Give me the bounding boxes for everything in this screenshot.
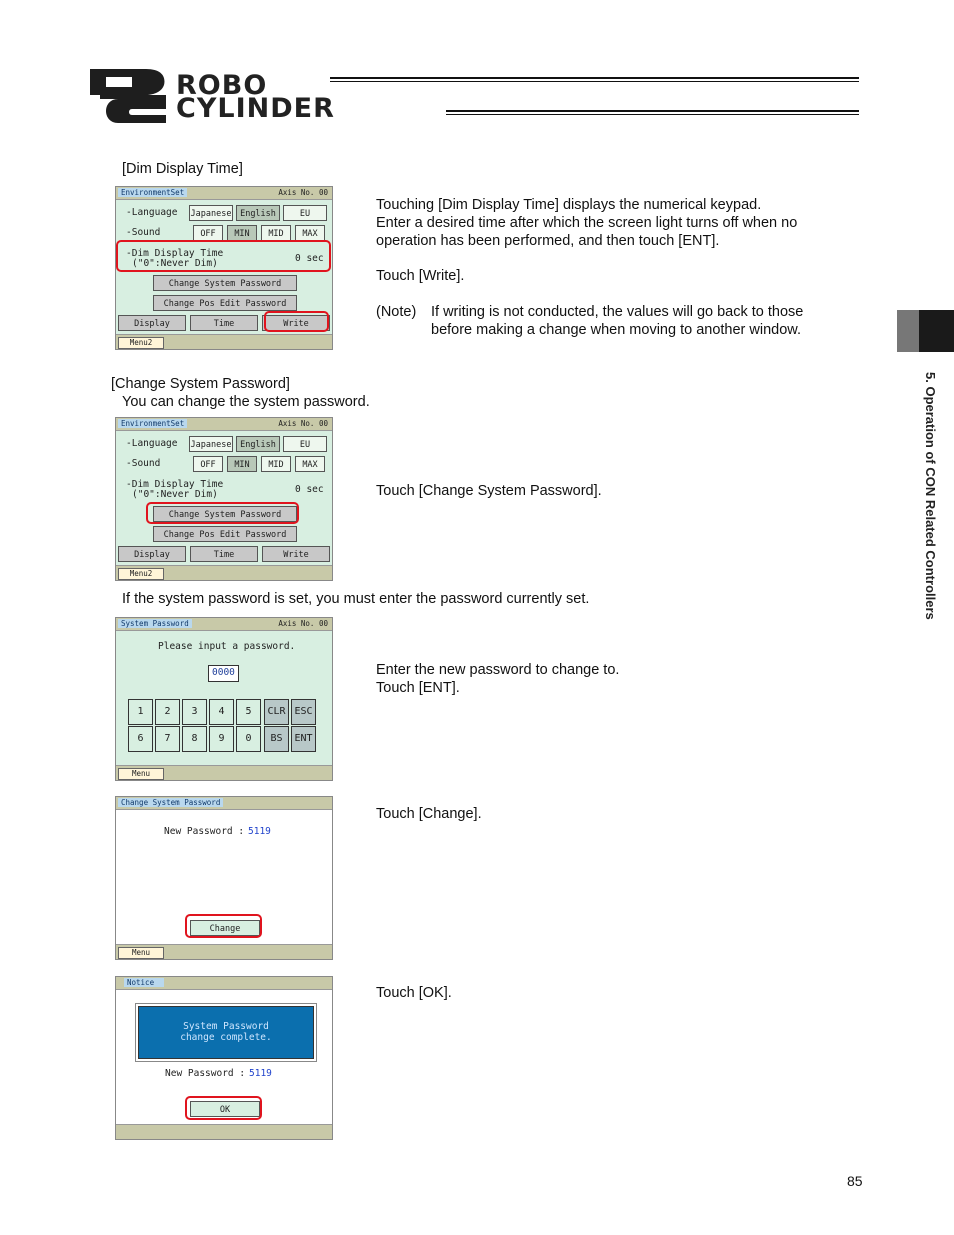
dim-desc-line2: Enter a desired time after which the screen light turns off when no bbox=[376, 215, 798, 231]
section-heading-dim: [Dim Display Time] bbox=[122, 161, 243, 177]
sound-min-button[interactable]: MIN bbox=[227, 225, 257, 241]
english-button[interactable]: English bbox=[236, 205, 280, 221]
new-password-label: New Password : bbox=[165, 1068, 246, 1079]
dim-desc-write: Touch [Write]. bbox=[376, 268, 465, 284]
time-button[interactable]: Time bbox=[190, 546, 258, 562]
screen-footer bbox=[116, 334, 332, 349]
display-button[interactable]: Display bbox=[118, 546, 186, 562]
key-9[interactable]: 9 bbox=[209, 726, 234, 752]
screen-title: System Password bbox=[118, 619, 192, 628]
enter-pw-desc-line1: Enter the new password to change to. bbox=[376, 662, 620, 678]
display-button[interactable]: Display bbox=[118, 315, 186, 331]
screen-footer bbox=[116, 1124, 332, 1139]
key-esc[interactable]: ESC bbox=[291, 699, 316, 725]
japanese-button[interactable]: Japanese bbox=[189, 436, 233, 452]
change-password-desc: Touch [Change System Password]. bbox=[376, 483, 602, 499]
key-8[interactable]: 8 bbox=[182, 726, 207, 752]
screen-title: EnvironmentSet bbox=[118, 188, 187, 197]
language-label: -Language bbox=[126, 438, 178, 449]
highlight-change bbox=[185, 914, 262, 938]
header-rule-bottom-2 bbox=[446, 114, 859, 115]
password-input[interactable]: 0000 bbox=[208, 665, 239, 682]
key-0[interactable]: 0 bbox=[236, 726, 261, 752]
axis-number: Axis No. 00 bbox=[278, 619, 328, 628]
side-tab-light bbox=[897, 310, 919, 352]
screen-footer bbox=[116, 765, 332, 780]
menu2-button[interactable]: Menu2 bbox=[118, 568, 164, 580]
screen-header bbox=[116, 618, 332, 631]
header-rule-bottom-1 bbox=[446, 110, 859, 112]
sound-label: -Sound bbox=[126, 227, 161, 238]
new-password-value: 5119 bbox=[249, 1068, 272, 1079]
screen-header bbox=[116, 418, 332, 431]
screen-header bbox=[116, 797, 332, 810]
key-bs[interactable]: BS bbox=[264, 726, 289, 752]
dim-desc-line1: Touching [Dim Display Time] displays the numerical keypad. bbox=[376, 197, 762, 213]
key-1[interactable]: 1 bbox=[128, 699, 153, 725]
key-7[interactable]: 7 bbox=[155, 726, 180, 752]
screen-title: Notice bbox=[124, 978, 164, 987]
highlight-change-system-password bbox=[146, 502, 299, 524]
language-label: -Language bbox=[126, 207, 178, 218]
sound-mid-button[interactable]: MID bbox=[261, 225, 291, 241]
key-2[interactable]: 2 bbox=[155, 699, 180, 725]
dim-display-sublabel: ("0":Never Dim) bbox=[132, 258, 218, 269]
header-rule-top-2 bbox=[330, 81, 859, 82]
menu-button[interactable]: Menu bbox=[118, 768, 164, 780]
change-system-password-button[interactable]: Change System Password bbox=[153, 506, 297, 522]
menu2-button[interactable]: Menu2 bbox=[118, 337, 164, 349]
dim-display-value[interactable]: 0 sec bbox=[295, 484, 324, 495]
eu-button[interactable]: EU bbox=[283, 436, 327, 452]
sound-max-button[interactable]: MAX bbox=[295, 225, 325, 241]
screen-footer bbox=[116, 565, 332, 580]
key-4[interactable]: 4 bbox=[209, 699, 234, 725]
change-desc: Touch [Change]. bbox=[376, 806, 482, 822]
note-line2: before making a change when moving to another window. bbox=[431, 322, 801, 338]
env-screen-2 bbox=[115, 417, 333, 581]
sound-mid-button[interactable]: MID bbox=[261, 456, 291, 472]
change-button[interactable]: Change bbox=[190, 920, 260, 936]
sound-min-button[interactable]: MIN bbox=[227, 456, 257, 472]
new-password-value: 5119 bbox=[248, 826, 271, 837]
dim-desc-line3: operation has been performed, and then touch [ENT]. bbox=[376, 233, 720, 249]
screen-title: EnvironmentSet bbox=[118, 419, 187, 428]
note-label: (Note) bbox=[376, 304, 417, 320]
key-5[interactable]: 5 bbox=[236, 699, 261, 725]
japanese-button[interactable]: Japanese bbox=[189, 205, 233, 221]
dim-display-sublabel: ("0":Never Dim) bbox=[132, 489, 218, 500]
enter-pw-desc-line2: Touch [ENT]. bbox=[376, 680, 460, 696]
change-pos-edit-password-button[interactable]: Change Pos Edit Password bbox=[153, 295, 297, 311]
change-system-password-button[interactable]: Change System Password bbox=[153, 275, 297, 291]
menu-button[interactable]: Menu bbox=[118, 947, 164, 959]
rc-logo-mark bbox=[88, 69, 168, 123]
highlight-ok bbox=[185, 1096, 262, 1120]
axis-number: Axis No. 00 bbox=[278, 188, 328, 197]
eu-button[interactable]: EU bbox=[283, 205, 327, 221]
password-screen bbox=[115, 617, 333, 781]
time-button[interactable]: Time bbox=[190, 315, 258, 331]
ok-desc: Touch [OK]. bbox=[376, 985, 452, 1001]
dim-display-label[interactable]: -Dim Display Time bbox=[126, 248, 224, 259]
notice-message-line2: change complete. bbox=[180, 1032, 272, 1043]
password-prompt: Please input a password. bbox=[158, 641, 296, 652]
highlight-write bbox=[264, 311, 329, 332]
key-ent[interactable]: ENT bbox=[291, 726, 316, 752]
sound-max-button[interactable]: MAX bbox=[295, 456, 325, 472]
sound-off-button[interactable]: OFF bbox=[193, 456, 223, 472]
change-password-after: If the system password is set, you must enter the password currently set. bbox=[122, 591, 590, 607]
write-button[interactable]: Write bbox=[262, 546, 330, 562]
axis-number: Axis No. 00 bbox=[278, 419, 328, 428]
highlight-dim-display bbox=[116, 240, 331, 272]
screen-header bbox=[116, 977, 332, 990]
header-rule-top-1 bbox=[330, 77, 859, 79]
sound-label: -Sound bbox=[126, 458, 161, 469]
key-3[interactable]: 3 bbox=[182, 699, 207, 725]
screen-footer bbox=[116, 944, 332, 959]
logo-word-cylinder: CYLINDER bbox=[176, 93, 335, 124]
write-button[interactable]: Write bbox=[262, 315, 330, 331]
note-line1: If writing is not conducted, the values will go back to those bbox=[431, 304, 804, 320]
key-clr[interactable]: CLR bbox=[264, 699, 289, 725]
page-number: 85 bbox=[847, 1173, 863, 1189]
notice-message-line1: System Password bbox=[183, 1021, 269, 1032]
change-pos-edit-password-button[interactable]: Change Pos Edit Password bbox=[153, 526, 297, 542]
change-password-sub: You can change the system password. bbox=[122, 394, 370, 410]
new-password-label: New Password : bbox=[164, 826, 245, 837]
notice-message-box bbox=[138, 1006, 314, 1059]
english-button[interactable]: English bbox=[236, 436, 280, 452]
screen-header bbox=[116, 187, 332, 200]
section-heading-change-password: [Change System Password] bbox=[111, 376, 290, 392]
screen-title: Change System Password bbox=[118, 798, 223, 807]
dim-display-value[interactable]: 0 sec bbox=[295, 253, 324, 264]
key-6[interactable]: 6 bbox=[128, 726, 153, 752]
chapter-side-label: 5. Operation of CON Related Controllers bbox=[923, 372, 938, 620]
logo-word-robo: ROBO bbox=[176, 70, 268, 101]
sound-off-button[interactable]: OFF bbox=[193, 225, 223, 241]
dim-display-label[interactable]: -Dim Display Time bbox=[126, 479, 224, 490]
side-tab-dark bbox=[919, 310, 954, 352]
ok-button[interactable]: OK bbox=[190, 1101, 260, 1117]
